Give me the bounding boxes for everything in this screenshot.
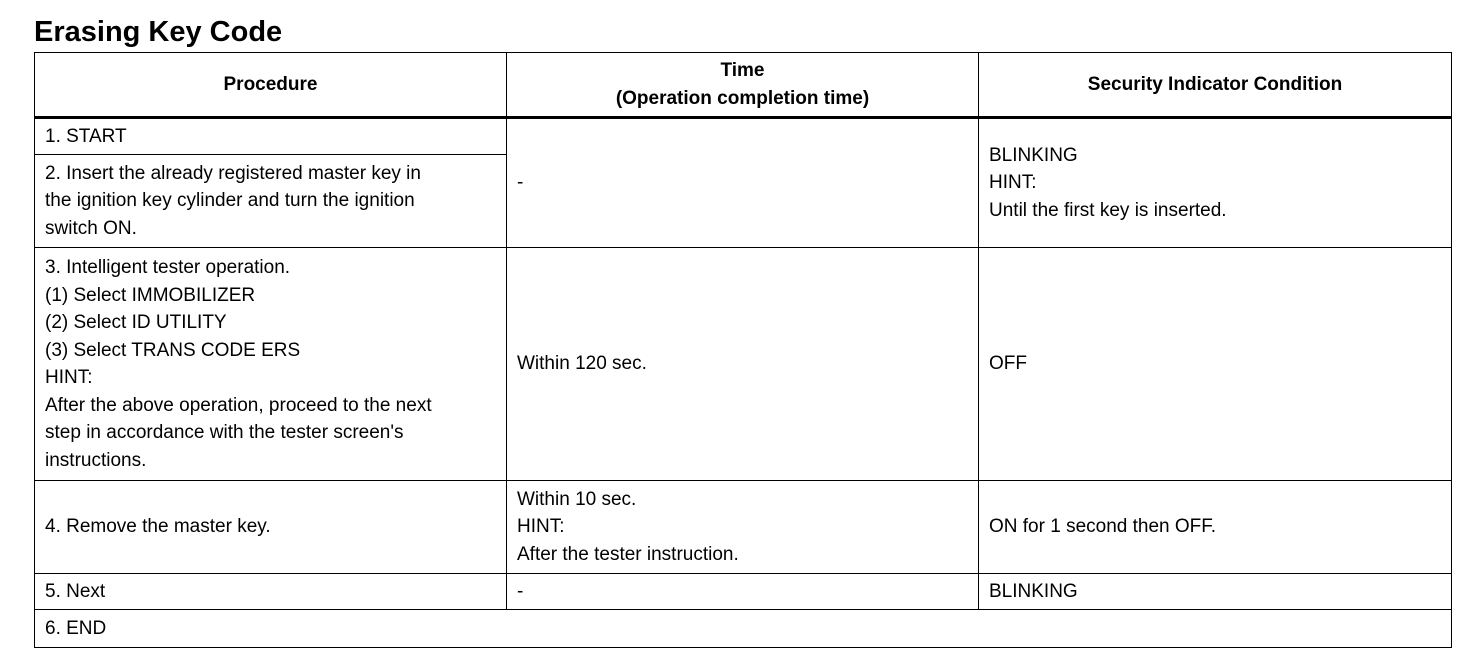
procedure-line: the ignition key cylinder and turn the ignition bbox=[45, 190, 415, 212]
step4-time bbox=[507, 481, 979, 574]
step3-indicator: OFF bbox=[979, 248, 1452, 481]
header-time-line: Time bbox=[720, 59, 765, 81]
table-row bbox=[35, 248, 1452, 481]
table-row bbox=[35, 574, 1452, 610]
step6-procedure: 6. END bbox=[35, 610, 1452, 648]
step5-procedure: 5. Next bbox=[35, 574, 507, 610]
table-header-row bbox=[35, 53, 1452, 118]
indicator-line: Until the first key is inserted. bbox=[989, 199, 1227, 221]
page-title: Erasing Key Code bbox=[34, 16, 283, 48]
procedure-line: HINT: bbox=[45, 367, 93, 388]
procedure-line: step in accordance with the tester screen's bbox=[45, 422, 404, 443]
procedure-line: 3. Intelligent tester operation. bbox=[45, 257, 291, 278]
step3-time: Within 120 sec. bbox=[507, 248, 979, 481]
procedure-line: After the above operation, proceed to the next bbox=[45, 394, 432, 416]
procedure-table bbox=[34, 52, 1452, 648]
step4-indicator: ON for 1 second then OFF. bbox=[979, 481, 1452, 574]
indicator-line: BLINKING bbox=[989, 144, 1078, 166]
header-indicator: Security Indicator Condition bbox=[979, 53, 1452, 118]
step4-procedure: 4. Remove the master key. bbox=[35, 481, 507, 574]
procedure-line: (2) Select ID UTILITY bbox=[45, 312, 227, 333]
indicator-line: HINT: bbox=[989, 172, 1037, 194]
header-time bbox=[507, 53, 979, 118]
procedure-line: (3) Select TRANS CODE ERS bbox=[45, 339, 301, 361]
table-row bbox=[35, 610, 1452, 648]
procedure-line: (1) Select IMMOBILIZER bbox=[45, 284, 256, 306]
time-line: HINT: bbox=[517, 516, 565, 538]
steps12-time: - bbox=[507, 118, 979, 248]
step2-procedure bbox=[35, 155, 507, 248]
table-row bbox=[35, 481, 1452, 574]
step5-time: - bbox=[507, 574, 979, 610]
time-line: Within 10 sec. bbox=[517, 488, 637, 510]
time-line: After the tester instruction. bbox=[517, 543, 739, 565]
procedure-line: switch ON. bbox=[45, 217, 137, 239]
header-time-subline: (Operation completion time) bbox=[615, 87, 870, 109]
header-procedure: Procedure bbox=[35, 53, 507, 118]
step5-indicator: BLINKING bbox=[979, 574, 1452, 610]
step3-procedure bbox=[35, 248, 507, 481]
procedure-line: instructions. bbox=[45, 449, 147, 471]
table-row bbox=[35, 118, 1452, 155]
procedure-line: 2. Insert the already registered master key in bbox=[45, 162, 421, 184]
steps12-indicator bbox=[979, 118, 1452, 248]
step1-procedure: 1. START bbox=[35, 118, 507, 155]
